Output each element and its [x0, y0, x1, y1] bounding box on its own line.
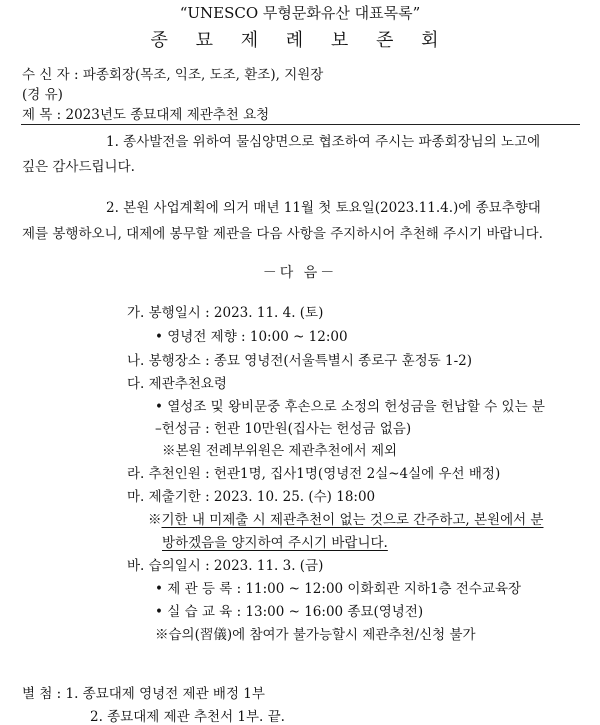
item-ma-note-1 — [148, 508, 543, 528]
document-subtitle: “UNESCO 무형문화유산 대표목록” — [179, 4, 421, 22]
item-ma-note-1-text: 기한 내 미제출 시 제관추천이 없는 것으로 간주하고, 본원에서 분 — [161, 512, 544, 528]
item-da-sub-1: • 열성조 및 왕비문중 후손으로 소정의 헌성금을 헌납할 수 있는 분 — [155, 399, 545, 415]
attachment-line-1: 별 첨 : 1. 종묘대제 영녕전 제관 배정 1부 — [22, 686, 265, 702]
item-ba-sub-1: • 제 관 등 록 : 11:00 ~ 12:00 이화회관 지하1층 전수교육장 — [155, 581, 522, 597]
item-ga-sub: • 영녕전 제향 : 10:00 ~ 12:00 — [155, 329, 348, 345]
note-mark: ※ — [148, 512, 162, 528]
item-ma-note-2: 방하겠음을 양지하여 주시기 바랍니다. — [162, 535, 388, 551]
via-line: (경 유) — [22, 87, 63, 103]
attachment-line-2: 2. 종묘대제 제관 추천서 1부. 끝. — [90, 709, 285, 725]
item-ba: 바. 습의일시 : 2023. 11. 3. (금) — [127, 558, 324, 574]
section-separator: －다 음－ — [262, 265, 338, 281]
subject-line: 제 목 : 2023년도 종묘대제 제관추천 요청 — [22, 107, 270, 123]
item-na: 나. 봉행장소 : 종묘 영녕전(서울특별시 종로구 훈정동 1-2) — [127, 353, 473, 369]
header-divider — [21, 124, 580, 125]
recipient-line: 수 신 자 : 파종회장(목조, 익조, 도조, 환조), 지원장 — [22, 67, 324, 83]
item-ba-sub-2: • 실 습 교 육 : 13:00 ~ 16:00 종묘(영녕전) — [155, 604, 424, 620]
paragraph-2-line-1: 2. 본원 사업계획에 의거 매년 11월 첫 토요일(2023.11.4.)에 종묘추향대 — [106, 200, 541, 216]
organization-name: 종 묘 제 례 보 존 회 — [150, 30, 450, 51]
paragraph-2-line-2: 제를 봉행하오니, 대제에 봉무할 제관을 다음 사항을 주지하시어 추천해 주시기 바랍니다. — [22, 226, 543, 242]
item-ba-sub-3: ※습의(習儀)에 참여가 불가능할시 제관추천/신청 불가 — [155, 627, 476, 643]
item-ra: 라. 추천인원 : 헌관1명, 집사1명(영녕전 2실~4실에 우선 배정) — [127, 466, 501, 482]
item-ga: 가. 봉행일시 : 2023. 11. 4. (토) — [127, 305, 324, 321]
paragraph-1-line-2: 깊은 감사드립니다. — [22, 159, 135, 175]
item-da: 다. 제관추천요령 — [127, 376, 227, 392]
paragraph-1-line-1: 1. 종사발전을 위하여 물심양면으로 협조하여 주시는 파종회장님의 노고에 — [106, 134, 541, 150]
item-da-sub-2: –헌성금 : 헌관 10만원(집사는 헌성금 없음) — [155, 421, 412, 437]
item-ma: 마. 제출기한 : 2023. 10. 25. (수) 18:00 — [127, 489, 376, 505]
item-da-sub-3: ※본원 전례부위원은 제관추천에서 제외 — [162, 443, 398, 459]
